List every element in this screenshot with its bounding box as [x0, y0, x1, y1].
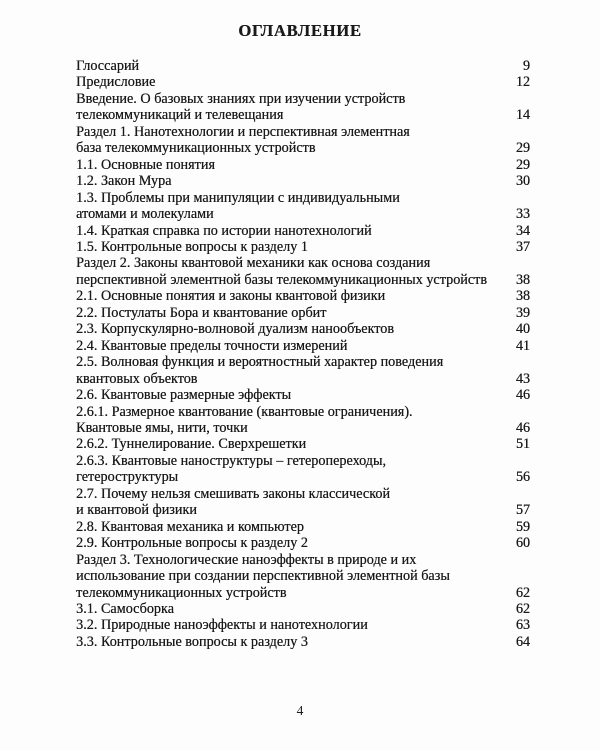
toc-entry-text: Введение. О базовых знаниях при изучении устройств — [76, 90, 406, 107]
toc-entry-text: Глоссарий — [76, 58, 140, 74]
toc-entry — [76, 338, 530, 354]
page-number: 4 — [296, 703, 304, 718]
toc-entry — [76, 552, 530, 568]
toc-entry — [76, 58, 530, 74]
toc-list — [76, 58, 530, 650]
toc-entry — [76, 255, 530, 271]
toc-entry-text: использование при создании перспективной элементной базы — [76, 568, 450, 585]
toc-entry-text: квантовых объектов — [76, 370, 198, 387]
toc-entry-page: 37 — [515, 238, 530, 255]
toc-entry-page: 46 — [515, 419, 530, 436]
toc-entry — [76, 305, 530, 321]
toc-entry-text: 2.9. Контрольные вопросы к разделу 2 — [76, 535, 308, 552]
toc-entry — [76, 140, 530, 156]
toc-entry-page: 29 — [515, 156, 530, 173]
toc-entry — [76, 206, 530, 222]
toc-entry — [76, 519, 530, 535]
toc-entry-page: 12 — [515, 74, 530, 91]
toc-entry-page: 41 — [515, 337, 530, 354]
toc-entry-text: 2.1. Основные понятия и законы квантовой физики — [76, 288, 386, 305]
toc-entry-page: 33 — [515, 206, 530, 223]
toc-entry — [76, 239, 530, 255]
toc-entry-text: 2.6.1. Размерное квантование (квантовые ограничения). — [76, 403, 413, 420]
toc-entry-text: 3.3. Контрольные вопросы к разделу 3 — [76, 633, 308, 650]
toc-entry — [76, 173, 530, 189]
toc-entry-page: 14 — [515, 107, 530, 124]
toc-entry-text: 2.5. Волновая функция и вероятностный характер поведения — [76, 354, 444, 371]
toc-entry — [76, 436, 530, 452]
toc-entry-page: 62 — [515, 600, 530, 617]
toc-entry-text: 2.6.3. Квантовые наноструктуры – гетеропереходы, — [76, 452, 386, 469]
toc-entry-page: 34 — [515, 222, 530, 239]
toc-entry-page: 30 — [515, 173, 530, 190]
toc-entry-page: 29 — [515, 140, 530, 157]
toc-entry — [76, 157, 530, 173]
toc-entry-text: 3.2. Природные наноэффекты и нанотехнологии — [76, 617, 368, 634]
toc-entry-text: 1.2. Закон Мура — [76, 173, 172, 190]
toc-entry — [76, 321, 530, 337]
toc-entry — [76, 223, 530, 239]
toc-entry-text: база телекоммуникационных устройств — [76, 140, 316, 157]
toc-entry — [76, 354, 530, 370]
toc-entry — [76, 404, 530, 420]
toc-entry — [76, 502, 530, 518]
toc-entry-text: 2.6. Квантовые размерные эффекты — [76, 387, 292, 404]
toc-entry-text: телекоммуникационных устройств — [76, 584, 287, 601]
toc-entry — [76, 107, 530, 123]
toc-entry-page: 46 — [515, 387, 530, 404]
toc-entry — [76, 535, 530, 551]
toc-entry-text: 1.5. Контрольные вопросы к разделу 1 — [76, 238, 308, 255]
toc-entry-page: 60 — [515, 535, 530, 552]
toc-entry — [76, 453, 530, 469]
toc-entry-text: Квантовые ямы, нити, точки — [76, 419, 248, 436]
toc-entry-page: 43 — [515, 370, 530, 387]
toc-entry-text: 2.7. Почему нельзя смешивать законы классической — [76, 485, 390, 502]
toc-entry-text: Раздел 1. Нанотехнологии и перспективная элементная — [76, 123, 410, 140]
toc-entry-page: 57 — [515, 502, 530, 519]
toc-entry-text: гетероструктуры — [76, 469, 179, 486]
toc-entry — [76, 387, 530, 403]
toc-entry-text: атомами и молекулами — [76, 206, 214, 223]
toc-entry-page: 40 — [515, 321, 530, 338]
toc-entry — [76, 420, 530, 436]
toc-entry-text: и квантовой физики — [76, 502, 197, 519]
toc-entry — [76, 91, 530, 107]
toc-entry-page: 38 — [515, 288, 530, 305]
toc-entry-text: перспективной элементной базы телекоммуникационных устройств — [76, 271, 487, 288]
toc-entry-page: 59 — [515, 518, 530, 535]
toc-entry — [76, 568, 530, 584]
toc-entry-page: 64 — [515, 633, 530, 650]
toc-entry-page: 62 — [515, 584, 530, 601]
toc-entry-text: 2.2. Постулаты Бора и квантование орбит — [76, 304, 327, 321]
toc-entry — [76, 288, 530, 304]
toc-entry-text: 2.3. Корпускулярно-волновой дуализм нанообъектов — [76, 321, 394, 338]
toc-entry-page: 51 — [515, 436, 530, 453]
toc-entry-text: Предисловие — [76, 74, 156, 91]
toc-entry-page: 63 — [515, 617, 530, 634]
toc-entry-text: Раздел 3. Технологические наноэффекты в природе и их — [76, 551, 417, 568]
toc-title: ОГЛАВЛЕНИЕ — [238, 21, 362, 40]
toc-entry-text: телекоммуникаций и телевещания — [76, 107, 284, 124]
toc-entry — [76, 469, 530, 485]
toc-entry-text: 1.4. Краткая справка по истории нанотехнологий — [76, 222, 372, 239]
toc-entry — [76, 634, 530, 650]
toc-entry — [76, 190, 530, 206]
toc-entry — [76, 601, 530, 617]
toc-entry — [76, 371, 530, 387]
toc-entry-page: 56 — [515, 469, 530, 486]
toc-entry — [76, 617, 530, 633]
toc-entry-page: 38 — [515, 271, 530, 288]
toc-entry — [76, 585, 530, 601]
toc-entry — [76, 124, 530, 140]
toc-entry-text: 1.1. Основные понятия — [76, 156, 215, 173]
toc-entry — [76, 74, 530, 90]
toc-entry — [76, 486, 530, 502]
toc-entry-page: 9 — [522, 58, 530, 74]
toc-entry — [76, 272, 530, 288]
toc-entry-page: 39 — [515, 304, 530, 321]
toc-entry-text: 2.6.2. Туннелирование. Сверхрешетки — [76, 436, 307, 453]
toc-entry-text: Раздел 2. Законы квантовой механики как основа создания — [76, 255, 431, 272]
toc-entry-text: 2.4. Квантовые пределы точности измерений — [76, 337, 348, 354]
toc-entry-text: 1.3. Проблемы при манипуляции с индивидуальными — [76, 189, 400, 206]
toc-entry-text: 3.1. Самосборка — [76, 600, 174, 617]
toc-entry-text: 2.8. Квантовая механика и компьютер — [76, 518, 304, 535]
